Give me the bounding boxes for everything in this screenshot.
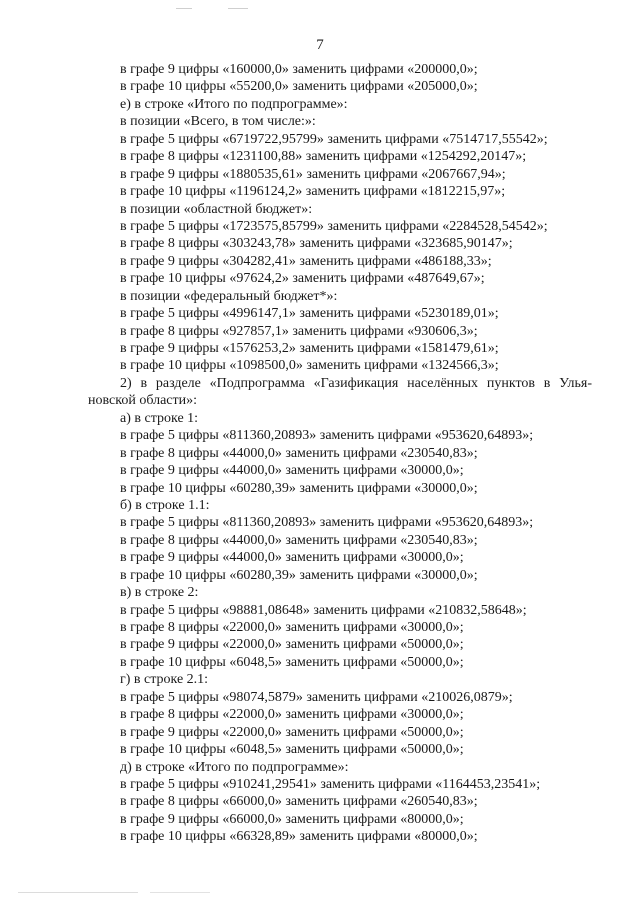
text-line: в графе 9 цифры «44000,0» заменить цифрами «30000,0»;	[120, 463, 464, 479]
text-line: в графе 10 цифры «1196124,2» заменить цифрами «1812215,97»;	[120, 184, 506, 200]
text-line: в графе 10 цифры «60280,39» заменить цифрами «30000,0»;	[120, 480, 478, 496]
text-line: в графе 5 цифры «4996147,1» заменить цифрами «5230189,01»;	[120, 306, 499, 322]
text-line: в графе 8 цифры «303243,78» заменить цифрами «323685,90147»;	[120, 236, 513, 252]
text-line: в графе 5 цифры «1723575,85799» заменить цифрами «2284528,54542»;	[120, 218, 548, 234]
scan-artifact	[228, 8, 248, 9]
text-line: в графе 10 цифры «1098500,0» заменить цифрами «1324566,3»;	[120, 358, 499, 374]
text-line: в графе 9 цифры «22000,0» заменить цифрами «50000,0»;	[120, 724, 464, 740]
text-line: 2) в разделе «Подпрограмма «Газификация населённых пунктов в Улья-	[120, 375, 592, 391]
text-line: в графе 5 цифры «6719722,95799» заменить цифрами «7514717,55542»;	[120, 131, 548, 147]
document-body	[88, 61, 592, 846]
text-line: в графе 10 цифры «6048,5» заменить цифрами «50000,0»;	[120, 742, 464, 758]
text-line: в графе 5 цифры «811360,20893» заменить цифрами «953620,64893»;	[120, 515, 534, 531]
text-line: в графе 10 цифры «55200,0» заменить цифрами «205000,0»;	[120, 79, 478, 95]
text-line: в графе 5 цифры «98881,08648» заменить цифрами «210832,58648»;	[120, 602, 527, 618]
text-line: в графе 10 цифры «6048,5» заменить цифрами «50000,0»;	[120, 654, 464, 670]
scan-artifact	[150, 892, 210, 893]
text-line: в графе 9 цифры «1576253,2» заменить цифрами «1581479,61»;	[120, 341, 499, 356]
text-line: б) в строке 1.1:	[120, 497, 210, 513]
text-line: в графе 9 цифры «44000,0» заменить цифрами «30000,0»;	[120, 550, 464, 566]
text-line: в графе 9 цифры «160000,0» заменить цифрами «200000,0»;	[120, 62, 478, 77]
text-line: в позиции «федеральный бюджет*»:	[120, 288, 338, 304]
text-line: в графе 5 цифры «98074,5879» заменить цифрами «210026,0879»;	[120, 689, 513, 705]
text-line: в графе 9 цифры «304282,41» заменить цифрами «486188,33»;	[120, 253, 492, 269]
text-line: д) в строке «Итого по подпрограмме»:	[120, 759, 349, 775]
text-line: в графе 5 цифры «811360,20893» заменить цифрами «953620,64893»;	[120, 428, 534, 444]
text-line: в позиции «Всего, в том числе:»:	[120, 114, 316, 130]
text-line: в позиции «областной бюджет»:	[120, 201, 313, 217]
text-line: в графе 8 цифры «44000,0» заменить цифрами «230540,83»;	[120, 445, 478, 461]
text-line: в графе 8 цифры «927857,1» заменить цифрами «930606,3»;	[120, 323, 478, 339]
text-line: новской области»:	[88, 393, 198, 409]
page-number: 7	[316, 37, 324, 53]
text-line: в графе 8 цифры «22000,0» заменить цифрами «30000,0»;	[120, 620, 464, 635]
text-line: в графе 9 цифры «22000,0» заменить цифрами «50000,0»;	[120, 637, 464, 653]
text-line: в) в строке 2:	[120, 585, 199, 601]
text-line: в графе 8 цифры «1231100,88» заменить цифрами «1254292,20147»;	[120, 149, 527, 165]
text-line: е) в строке «Итого по подпрограмме»:	[120, 96, 348, 112]
text-line: в графе 9 цифры «1880535,61» заменить цифрами «2067667,94»;	[120, 166, 506, 182]
text-line: в графе 10 цифры «66328,89» заменить цифрами «80000,0»;	[120, 829, 478, 845]
text-line: а) в строке 1:	[120, 410, 199, 426]
text-line: в графе 9 цифры «66000,0» заменить цифрами «80000,0»;	[120, 811, 464, 827]
text-line: в графе 8 цифры «44000,0» заменить цифрами «230540,83»;	[120, 532, 478, 548]
text-line: в графе 8 цифры «66000,0» заменить цифрами «260540,83»;	[120, 794, 478, 810]
text-line: в графе 5 цифры «910241,29541» заменить цифрами «1164453,23541»;	[120, 776, 541, 792]
text-line: в графе 10 цифры «97624,2» заменить цифрами «487649,67»;	[120, 271, 485, 287]
text-line: в графе 10 цифры «60280,39» заменить цифрами «30000,0»;	[120, 567, 478, 583]
scan-artifact	[176, 8, 192, 9]
scan-artifact	[18, 892, 138, 893]
text-line: г) в строке 2.1:	[120, 672, 209, 688]
text-line: в графе 8 цифры «22000,0» заменить цифрами «30000,0»;	[120, 707, 464, 723]
